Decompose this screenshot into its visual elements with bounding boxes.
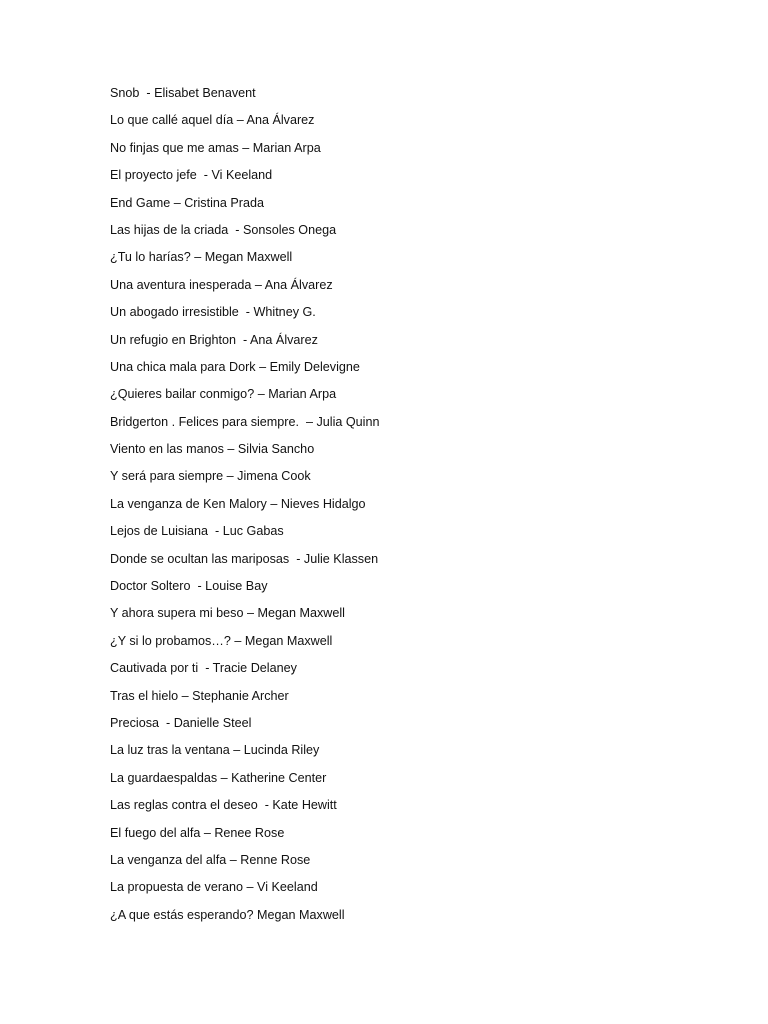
- book-line: Donde se ocultan las mariposas - Julie Klassen: [110, 551, 379, 566]
- book-line: ¿A que estás esperando? Megan Maxwell: [110, 907, 345, 922]
- book-line: No finjas que me amas – Marian Arpa: [110, 140, 321, 155]
- book-line: Preciosa - Danielle Steel: [110, 715, 252, 730]
- book-line: La luz tras la ventana – Lucinda Riley: [110, 743, 320, 758]
- book-line: Una chica mala para Dork – Emily Delevigne: [110, 359, 360, 374]
- book-line: End Game – Cristina Prada: [110, 195, 264, 210]
- book-line: Un refugio en Brighton - Ana Álvarez: [110, 332, 318, 347]
- book-list: [110, 84, 380, 933]
- book-line: El fuego del alfa – Renee Rose: [110, 825, 285, 840]
- book-line: La propuesta de verano – Vi Keeland: [110, 880, 318, 895]
- book-line: ¿Tu lo harías? – Megan Maxwell: [110, 250, 293, 265]
- book-line: La guardaespaldas – Katherine Center: [110, 770, 327, 785]
- book-line: La venganza de Ken Malory – Nieves Hidalgo: [110, 496, 366, 511]
- book-line: Una aventura inesperada – Ana Álvarez: [110, 277, 333, 292]
- book-line: Lejos de Luisiana - Luc Gabas: [110, 524, 284, 539]
- book-line: Lo que callé aquel día – Ana Álvarez: [110, 113, 315, 128]
- book-line: Tras el hielo – Stephanie Archer: [110, 688, 289, 703]
- book-line: Cautivada por ti - Tracie Delaney: [110, 661, 297, 676]
- book-line: El proyecto jefe - Vi Keeland: [110, 168, 273, 183]
- book-line: Viento en las manos – Silvia Sancho: [110, 442, 315, 457]
- book-line: ¿Quieres bailar conmigo? – Marian Arpa: [110, 387, 337, 402]
- book-line: ¿Y si lo probamos…? – Megan Maxwell: [110, 633, 333, 648]
- book-line: Doctor Soltero - Louise Bay: [110, 579, 268, 594]
- book-line: Las reglas contra el deseo - Kate Hewitt: [110, 798, 337, 813]
- book-line: Un abogado irresistible - Whitney G.: [110, 305, 316, 320]
- book-line: Snob - Elisabet Benavent: [110, 86, 256, 100]
- book-line: La venganza del alfa – Renne Rose: [110, 852, 311, 867]
- book-line: Bridgerton . Felices para siempre. – Julia Quinn: [110, 414, 380, 429]
- book-line: Y ahora supera mi beso – Megan Maxwell: [110, 606, 345, 621]
- book-line: Las hijas de la criada - Sonsoles Onega: [110, 222, 337, 237]
- book-line: Y será para siempre – Jimena Cook: [110, 469, 311, 484]
